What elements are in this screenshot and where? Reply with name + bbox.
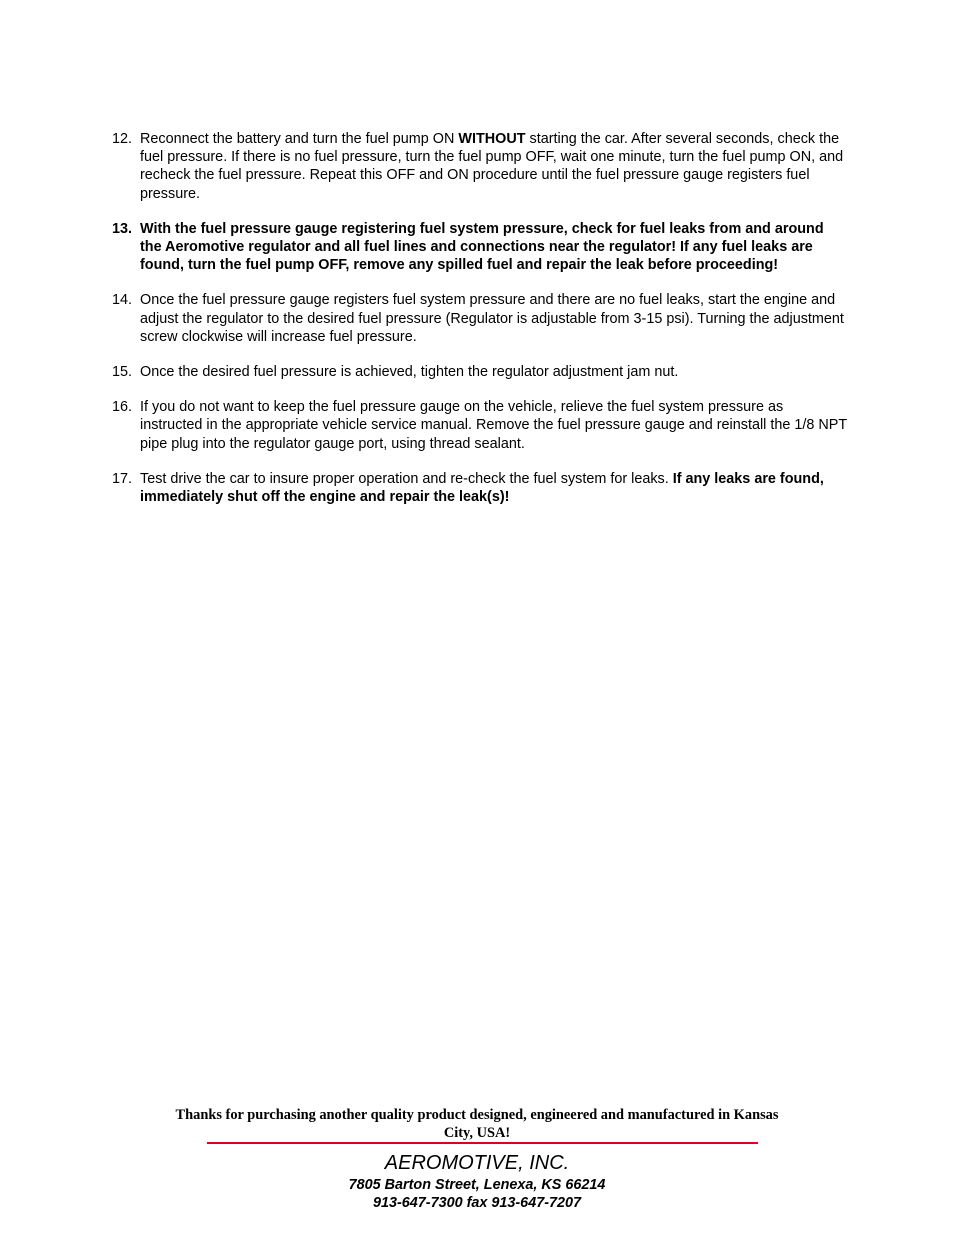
step-number: 12. <box>112 131 133 147</box>
company-name: AEROMOTIVE, INC. <box>384 1152 570 1174</box>
company-block <box>0 1150 954 1212</box>
step-text-bold: If any leaks are found, immediately shut off the engine and repair the leak(s)! <box>140 470 824 506</box>
step-text-bold: WITHOUT <box>458 131 526 147</box>
step-number: 14. <box>112 292 133 309</box>
footer-divider <box>207 1142 758 1144</box>
thanks-note: Thanks for purchasing another quality product designed, engineered and manufactured in Kansas City, USA! <box>175 1107 779 1141</box>
step-text: If you do not want to keep the fuel pressure gauge on the vehicle, relieve the fuel system pressure as instructed in the appropriate vehicle service manual. Remove the fuel pressure gauge and reinstall the 1/8 NPT pipe plug into the regulator gauge port, using thread sealant. <box>140 399 847 452</box>
step-16 <box>112 398 847 453</box>
step-text: Test drive the car to insure proper operation and re-check the fuel system for leaks. <box>140 470 673 487</box>
step-number: 17. <box>112 470 133 487</box>
step-17 <box>112 470 847 506</box>
company-address: 7805 Barton Street, Lenexa, KS 66214 <box>348 1177 606 1193</box>
step-number: 16. <box>112 399 133 416</box>
step-12 <box>112 130 847 203</box>
step-text: Once the fuel pressure gauge registers fuel system pressure and there are no fuel leaks, start the engine and adjust the regulator to the desired fuel pressure (Regulator is adjustable from 3-15 psi). Turning the adjustment screw clockwise will increase fuel pressure. <box>140 292 844 345</box>
step-text: Once the desired fuel pressure is achieved, tighten the regulator adjustment jam nut. <box>140 364 679 381</box>
step-text: Reconnect the battery and turn the fuel pump ON <box>140 131 459 147</box>
footer <box>0 1106 954 1142</box>
step-text-bold: With the fuel pressure gauge registering fuel system pressure, check for fuel leaks from and around the Aeromotive regulator and all fuel lines and connections near the regulator! If any fuel leaks are found, turn the fuel pump OFF, remove any spilled fuel and repair the leak before proceeding! <box>140 220 824 274</box>
step-15 <box>112 363 847 381</box>
step-14 <box>112 291 847 346</box>
step-number: 13. <box>112 220 133 237</box>
step-text: starting the car. After several seconds, check the fuel pressure. If there is no fuel pressure, turn the fuel pump OFF, wait one minute, turn the fuel pump ON, and recheck the fuel pressure. Repeat this OFF and ON procedure until the fuel pressure gauge registers fuel pressure. <box>140 131 844 202</box>
instruction-steps <box>112 130 847 506</box>
step-13 <box>112 220 847 275</box>
company-phone: 913-647-7300 fax 913-647-7207 <box>372 1195 582 1211</box>
step-number: 15. <box>112 364 133 381</box>
